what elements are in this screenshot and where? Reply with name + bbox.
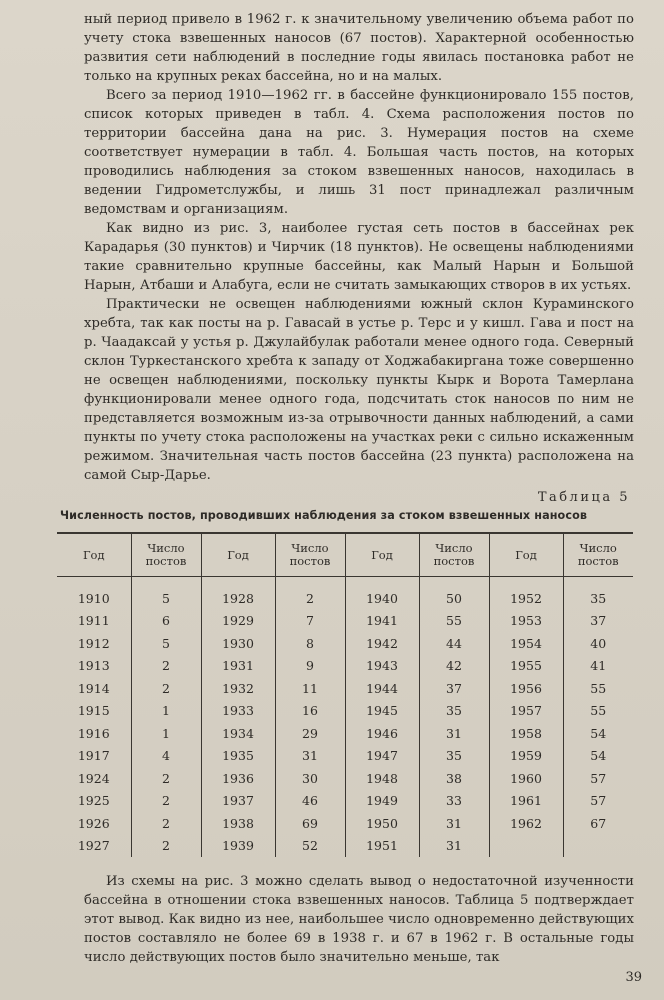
year-cell: 1931	[201, 655, 275, 678]
table-row	[57, 610, 633, 633]
count-cell	[563, 835, 633, 858]
count-cell: 33	[419, 790, 489, 813]
table-title: Численность постов, проводивших наблюдения за стоком взвешенных наносов	[60, 509, 588, 522]
year-cell: 1927	[77, 838, 110, 854]
count-cell: 37	[419, 677, 489, 700]
count-cell: 16	[275, 700, 345, 723]
year-cell: 1926	[77, 815, 110, 831]
year-cell: 1914	[77, 680, 110, 696]
year-cell: 1938	[201, 812, 275, 835]
table-row	[57, 700, 633, 723]
year-cell: 1925	[77, 793, 110, 809]
count-cell: 38	[419, 767, 489, 790]
count-cell: 57	[563, 790, 633, 813]
table-row	[57, 655, 633, 678]
header-count: Число постов	[275, 533, 345, 577]
year-cell: 1924	[77, 770, 110, 786]
table-row	[57, 835, 633, 858]
year-cell: 1956	[489, 677, 563, 700]
table-row	[57, 790, 633, 813]
year-cell: 1959	[489, 745, 563, 768]
year-cell: 1932	[201, 677, 275, 700]
paragraph: ный период привело в 1962 г. к значительному увеличению объема работ по учету стока взвешенных наносов (67 постов). Характерной особенностью развития сети наблюдений в последние годы явилась постановка работ не только на крупных реках бассейна, но и на малых.	[84, 12, 634, 84]
page-number: 39	[625, 970, 642, 985]
year-cell: 1937	[201, 790, 275, 813]
count-cell: 31	[419, 722, 489, 745]
body-text-bottom	[84, 872, 634, 967]
count-cell: 2	[131, 835, 201, 858]
count-cell: 2	[131, 655, 201, 678]
count-cell: 55	[563, 677, 633, 700]
year-cell: 1950	[345, 812, 419, 835]
count-cell: 44	[419, 632, 489, 655]
year-cell: 1940	[345, 587, 419, 610]
year-cell: 1953	[489, 610, 563, 633]
year-cell: 1917	[77, 748, 110, 764]
table-row	[57, 587, 633, 610]
count-cell: 31	[419, 835, 489, 858]
count-cell: 42	[419, 655, 489, 678]
count-cell: 7	[275, 610, 345, 633]
table-header-row	[57, 533, 633, 577]
count-cell: 2	[131, 812, 201, 835]
year-cell: 1933	[201, 700, 275, 723]
paragraph: Как видно из рис. 3, наиболее густая сеть постов в бассейнах рек Карадарья (30 пунктов) и Чирчик (18 пунктов). Не освещены наблюдениями такие сравнительно крупные бассейны, как Малый Нарын и Большой Нарын, Атбаши и Алабуга, если не считать замыкающих створов в их устьях.	[84, 221, 634, 293]
table-body	[57, 577, 633, 858]
year-cell: 1947	[345, 745, 419, 768]
table-caption: Таблица 5	[537, 490, 630, 505]
count-cell: 2	[131, 677, 201, 700]
header-count: Число постов	[563, 533, 633, 577]
count-cell: 67	[563, 812, 633, 835]
year-cell: 1948	[345, 767, 419, 790]
header-year: Год	[345, 533, 419, 577]
year-cell: 1954	[489, 632, 563, 655]
year-cell: 1955	[489, 655, 563, 678]
count-cell: 4	[131, 745, 201, 768]
table-row	[57, 632, 633, 655]
stations-table	[57, 532, 633, 857]
count-cell: 35	[419, 745, 489, 768]
count-cell: 6	[131, 610, 201, 633]
count-cell: 2	[131, 767, 201, 790]
year-cell: 1958	[489, 722, 563, 745]
year-cell: 1957	[489, 700, 563, 723]
year-cell	[489, 835, 563, 858]
table-spacer-row	[57, 577, 633, 588]
paragraph: Из схемы на рис. 3 можно сделать вывод о недостаточной изученности бассейна в отношении стока взвешенных наносов. Таблица 5 подтверждает этот вывод. Как видно из нее, наибольшее число одновременно действующих постов составляло не более 69 в 1938 г. и 67 в 1962 г. В остальные годы число действующих постов было значительно меньше, так	[84, 874, 634, 965]
count-cell: 40	[563, 632, 633, 655]
count-cell: 1	[131, 722, 201, 745]
year-cell: 1913	[77, 658, 110, 674]
year-cell: 1951	[345, 835, 419, 858]
count-cell: 52	[275, 835, 345, 858]
body-text-top	[84, 10, 634, 485]
count-cell: 1	[131, 700, 201, 723]
year-cell: 1911	[77, 613, 110, 629]
count-cell: 37	[563, 610, 633, 633]
year-cell: 1961	[489, 790, 563, 813]
count-cell: 46	[275, 790, 345, 813]
year-cell: 1928	[201, 587, 275, 610]
year-cell: 1929	[201, 610, 275, 633]
year-cell: 1944	[345, 677, 419, 700]
count-cell: 50	[419, 587, 489, 610]
count-cell: 55	[563, 700, 633, 723]
paragraph: Практически не освещен наблюдениями южный склон Кураминского хребта, так как посты на р. Гавасай в устье р. Терс и у кишл. Гава и пост на р. Чаадаксай у устья р. Джулайбулак работали менее одного года. Северный склон Туркестанского хребта к западу от Ходжабакиргана тоже совершенно не освещен наблюдениями, поскольку пункты Кырк и Ворота Тамерлана функционировали менее одного года, подсчитать сток наносов по ним не представляется возможным из-за отрывочности данных наблюдений, а сами пункты по учету стока расположены на участках реки с сильно искаженным режимом. Значительная часть постов бассейна (23 пункта) расположена на самой Сыр-Дарье.	[84, 297, 634, 483]
table-row	[57, 722, 633, 745]
count-cell: 31	[275, 745, 345, 768]
year-cell: 1935	[201, 745, 275, 768]
count-cell: 5	[131, 632, 201, 655]
year-cell: 1949	[345, 790, 419, 813]
count-cell: 11	[275, 677, 345, 700]
year-cell: 1946	[345, 722, 419, 745]
table-row	[57, 745, 633, 768]
count-cell: 30	[275, 767, 345, 790]
paragraph: Всего за период 1910—1962 гг. в бассейне функционировало 155 постов, список которых приведен в табл. 4. Схема расположения постов по территории бассейна дана на рис. 3. Нумерация постов на схеме соответствует нумерации в табл. 4. Большая часть постов, на которых проводились наблюдения за стоком взвешенных наносов, находилась в ведении Гидрометслужбы, и лишь 31 пост принадлежал различным ведомствам и организациям.	[84, 88, 634, 217]
year-cell: 1945	[345, 700, 419, 723]
year-cell: 1915	[77, 703, 110, 719]
year-cell: 1941	[345, 610, 419, 633]
year-cell: 1952	[489, 587, 563, 610]
year-cell: 1930	[201, 632, 275, 655]
year-cell: 1942	[345, 632, 419, 655]
header-year: Год	[489, 533, 563, 577]
count-cell: 5	[131, 587, 201, 610]
year-cell: 1936	[201, 767, 275, 790]
header-count: Число постов	[131, 533, 201, 577]
count-cell: 55	[419, 610, 489, 633]
count-cell: 41	[563, 655, 633, 678]
table-row	[57, 812, 633, 835]
table-row	[57, 677, 633, 700]
year-cell: 1962	[489, 812, 563, 835]
header-year: Год	[57, 533, 131, 577]
count-cell: 54	[563, 745, 633, 768]
count-cell: 69	[275, 812, 345, 835]
count-cell: 35	[563, 587, 633, 610]
count-cell: 54	[563, 722, 633, 745]
count-cell: 8	[275, 632, 345, 655]
count-cell: 57	[563, 767, 633, 790]
count-cell: 2	[131, 790, 201, 813]
year-cell: 1916	[77, 725, 110, 741]
table-row	[57, 767, 633, 790]
year-cell: 1960	[489, 767, 563, 790]
header-year: Год	[201, 533, 275, 577]
count-cell: 9	[275, 655, 345, 678]
year-cell: 1934	[201, 722, 275, 745]
year-cell: 1912	[77, 635, 110, 651]
year-cell: 1943	[345, 655, 419, 678]
count-cell: 29	[275, 722, 345, 745]
year-cell: 1939	[201, 835, 275, 858]
year-cell: 1910	[77, 590, 110, 606]
header-count: Число постов	[419, 533, 489, 577]
count-cell: 35	[419, 700, 489, 723]
count-cell: 31	[419, 812, 489, 835]
count-cell: 2	[275, 587, 345, 610]
